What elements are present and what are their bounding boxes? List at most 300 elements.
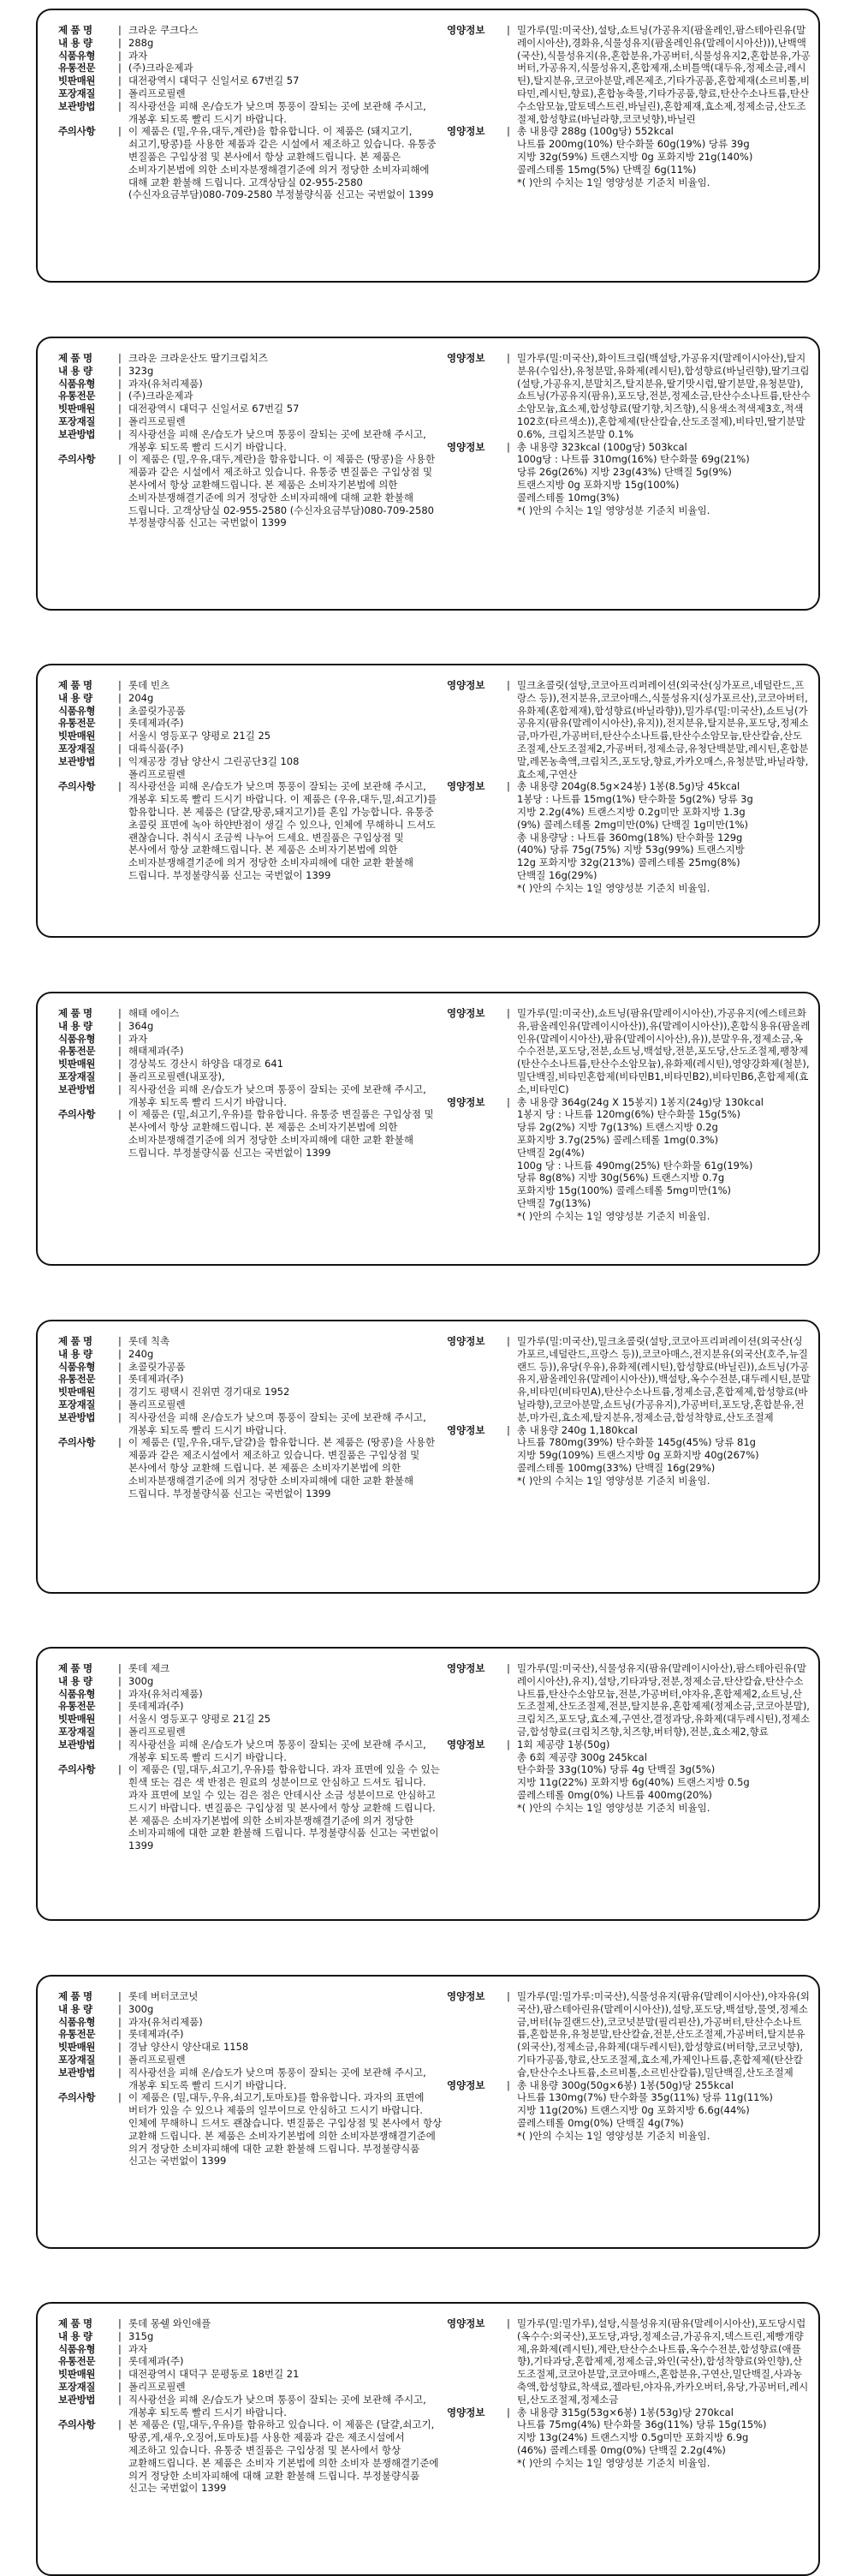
product-capacity: 204g [128,691,154,704]
nutrition-label: 영양정보 [447,1007,485,1019]
field-label: 제 품 명 [58,1662,92,1674]
product-caution: 본 제품은 (밀,대두,우유)를 함유하고 있습니다. 이 제품은 (달걀,쇠고기,땅콩,게,새우,오징어,토마토)를 사용한 제품과 같은 제조시설에서 제조하고 있습니다. 유통중 변질품은 구입상점 및 본사에서 항상 교환해드립니다. 본 제품은 소비자 기본법에 의한 소비자 분쟁해결기준에 의거 정당한 소비자피해에 대해 교환 환불해 드립니다. 부정불량식품 신고는 국번없이 1399 [128,2418,439,2495]
nutrition-body [517,1335,811,1424]
nutrition-label: 영양정보 [447,780,485,793]
product-distributor: (주)크라운제과 [128,62,193,75]
product-distributor: 롯데제과(주) [128,1373,184,1386]
field-separator: | [118,2368,122,2381]
field-separator: | [118,414,122,427]
field-separator: | [118,1398,122,1410]
nutrition-body [517,1990,811,2079]
nutrition-line: *( )안의 수치는 1일 영양성분 기준치 비율임. [517,2129,710,2142]
nutrition-line: 지방 2.2g(4%) 트랜스지방 0.2g미만 포화지방 1.3g [517,805,746,818]
nutrition-line: *( )안의 수치는 1일 영양성분 기준치 비율임. [517,504,710,516]
field-label: 식품유형 [58,1360,96,1373]
field-separator: | [507,352,510,364]
field-separator: | [118,1058,122,1070]
product-card [36,2302,820,2576]
nutrition-line: 1회 제공량 1봉(50g) [517,1738,610,1750]
field-label: 식품유형 [58,2015,96,2028]
product-distributor: (주)크라운제과 [128,390,193,402]
field-separator: | [118,2317,122,2329]
nutrition-label: 영양정보 [447,125,485,138]
product-caution: 이 제품은 (밀,우유,대두,달걀)을 함유합니다. 본 제품은 (땅콩)을 사용한 제품과 같은 제조시설에서 제조하고 있습니다. 변질품은 구입상점 및 본사에서 항상 교환해 드립니다. 본 제품은 소비자기본법에 의한 소비자분쟁해결기준에 의거 정당한 소비자피해에 대한 교환 환불해 드립니다. 부정불량식품 신고는 국번없이 1399 [128,1436,436,1500]
nutrition-line: (9%) 콜레스테롤 2mg미만(0%) 단백질 1g미만(1%) [517,818,749,831]
nutrition-body [517,1007,811,1096]
field-separator: | [118,742,122,754]
product-name: 롯데 제크 [128,1662,170,1674]
field-separator: | [118,2329,122,2342]
nutrition-label: 영양정보 [447,440,485,453]
nutrition-facts [517,1096,811,1223]
nutrition-facts-row [447,780,811,894]
field-label: 보관방법 [58,99,96,112]
info-row [58,1373,443,1386]
field-label: 유통전문 [58,1373,96,1386]
field-separator: | [118,2342,122,2355]
field-separator: | [118,2041,122,2054]
field-label: 보관방법 [58,1082,96,1095]
field-separator: | [118,1070,122,1082]
nutrition-line: 단백질 2g(4%) [517,1146,585,1159]
info-row [58,2330,443,2343]
nutrition-line: 콜레스테롤 15mg(5%) 단백질 6g(11%) [517,163,697,176]
info-row [58,679,443,692]
info-row [58,402,443,415]
info-row [58,730,443,742]
product-capacity: 323g [128,364,154,377]
field-label: 빗판매원 [58,1713,96,1726]
field-label: 보관방법 [58,1410,96,1423]
info-row [58,1700,443,1713]
product-capacity: 300g [128,2002,154,2015]
nutrition-facts [517,1424,811,1488]
info-row [58,62,443,75]
info-row [58,1411,443,1437]
product-card [36,1320,820,1594]
field-separator: | [118,1335,122,1347]
field-label: 식품유형 [58,1687,96,1700]
product-type: 과자(유처리제품) [128,1687,203,1700]
nutrition-label: 영양정보 [447,2317,485,2329]
nutrition-line: 포화지방 3.7g(25%) 콜레스테롤 1mg(0.3%) [517,1133,719,1146]
nutrition-line: 지방 32g(59%) 트랜스지방 0g 포화지방 21g(140%) [517,150,753,163]
product-storage: 직사광선을 피해 온/습도가 낮으며 통풍이 잘되는 곳에 보관해 주시고, 개봉후 되도록 빨리 드시기 바랍니다. [128,1410,426,1436]
nutrition-line: 나트륨 200mg(10%) 탄수화물 60g(19%) 당류 39g [517,138,750,151]
field-separator: | [118,1108,122,1121]
field-separator: | [118,2393,122,2406]
product-card [36,9,820,283]
field-label: 내 용 량 [58,2329,92,2342]
nutrition-line: 100g당 : 나트륨 310mg(16%) 탄수화물 69g(21%) [517,453,750,466]
info-row [58,1348,443,1361]
field-label: 내 용 량 [58,691,92,704]
nutrition-facts-row [447,2406,811,2470]
product-card [36,1975,820,2249]
product-name: 크라운 크라운산도 딸기크림치즈 [128,352,268,364]
field-label: 제 품 명 [58,1335,92,1347]
info-row [58,2091,443,2168]
product-packaging: 폴리프로필렌(내포장), [128,1070,225,1082]
info-row [58,1045,443,1058]
nutrition-line: 당류 8g(8%) 지방 30g(56%) 트랜스지방 0.7g [517,1172,725,1184]
product-capacity: 240g [128,1347,154,1360]
field-label: 제 품 명 [58,1007,92,1019]
field-separator: | [118,352,122,364]
nutrition-line: 당류 26g(26%) 지방 23g(43%) 단백질 5g(9%) [517,466,732,479]
nutrition-line: 나트륨 780mg(39%) 탄수화물 145g(45%) 당류 81g [517,1436,756,1449]
info-row [58,1083,443,1109]
field-separator: | [507,1335,510,1347]
nutrition-panel [447,1335,811,1488]
info-row [58,755,443,768]
nutrition-line: 당류 2g(2%) 지방 7g(13%) 트랜스지방 0.2g [517,1121,718,1134]
product-type: 초콜릿가공품 [128,1360,186,1373]
field-separator: | [118,49,122,62]
info-row [58,453,443,529]
field-label: 포장재질 [58,414,96,427]
ingredients-text: 밀가루(밀:밀가루),설탕,식물성유지(팜유(말레이시아산),포도당시럽(옥수수:외국산),포도당,과당,정제소금,가공유지,덱스트린,제빵개량제,유화제(레시틴),계란,탄산수소나트륨,옥수수전분,합성향료(애플향),기타과당,혼합제제,정제소금,와인(국산),합성착향료(와인향),산도조절제,코코아분말,코코아매스,혼합분유,구연산,밀단백질,사과농축액,합성향료,착색료,젤라틴,야자유,카카오버터,유당,가공버터,레시틴,산도조절제,정제소금 [517,2317,809,2406]
field-separator: | [118,1436,122,1449]
product-capacity: 364g [128,1019,154,1032]
field-label: 유통전문 [58,2028,96,2041]
field-label: 유통전문 [58,1700,96,1713]
info-row [58,2418,443,2495]
nutrition-facts-row [447,1424,811,1488]
field-separator: | [118,2066,122,2078]
info-row [58,1108,443,1159]
info-row [58,2343,443,2356]
field-separator: | [118,780,122,793]
info-row [58,1738,443,1764]
nutrition-facts [517,441,811,517]
info-row [58,2028,443,2041]
field-separator: | [118,704,122,717]
product-seller: 대전광역시 대덕구 문평동로 18번길 21 [128,2368,300,2381]
field-label: 내 용 량 [58,364,92,377]
product-packaging: 폴리프로필렌 [128,2380,186,2393]
product-type: 과자 [128,49,148,62]
field-separator: | [118,1700,122,1713]
product-details [58,1662,443,1852]
info-row [58,1990,443,2003]
field-separator: | [118,2355,122,2368]
info-row [58,415,443,428]
field-separator: | [118,1045,122,1058]
info-row [58,1033,443,1046]
nutrition-line: 총 6회 제공량 300g 245kcal [517,1750,647,1763]
nutrition-line: *( )안의 수치는 1일 영양성분 기준치 비율임. [517,1209,710,1222]
nutrition-line: *( )안의 수치는 1일 영양성분 기준치 비율임. [517,2456,710,2469]
product-seller: 경남 양산시 양산대로 1158 [128,2041,249,2054]
ingredients-text: 밀가루(밀:미국산),쇼트닝(팜유(말레이시아산),가공유지(에스테르화유,팜올레인유(말레이시아산)),유(말레이시아산)),혼합식용유(팜올레인유(말레이시아산),팜유(말레이시아산),유)),분말우유,정제소금,옥수수전분,포도당,전분,쇼트닝,백설탕,전분,포도당,산도조절제,팽창제(탄산수소나트륨,탄산수소암모늄),유화제(레시틴),영양강화제(철분),밀단백질,비타민혼합제(비타민B1,비타민B2),비타민B6,혼합제제(효소,비타민C) [517,1007,811,1095]
nutrition-line: *( )안의 수치는 1일 영양성분 기준치 비율임. [517,881,710,894]
field-label: 제 품 명 [58,2317,92,2329]
product-distributor: 롯데제과(주) [128,2355,184,2368]
info-row [58,768,443,781]
product-storage: 직사광선을 피해 온/습도가 낮으며 통풍이 잘되는 곳에 보관해 주시고, 개봉후 되도록 빨리 드시기 바랍니다. [128,1082,426,1108]
product-seller: 대전광역시 대덕구 신일서로 67번길 57 [128,75,300,87]
nutrition-line: 12g 포화지방 32g(213%) 콜레스테롤 25mg(8%) [517,856,740,869]
nutrition-line: 1봉지 당 : 나트륨 120mg(6%) 탄수화물 15g(5%) [517,1108,741,1121]
nutrition-label: 영양정보 [447,1662,485,1674]
field-label: 빗판매원 [58,1058,96,1070]
nutrition-line: 트랜스지방 0g 포화지방 15g(100%) [517,478,680,491]
nutrition-line: 총 내용량 288g (100g당) 552kcal [517,125,674,138]
nutrition-label: 영양정보 [447,1423,485,1436]
product-storage: 직사광선을 피해 온/습도가 낮으며 통풍이 잘되는 곳에 보관해 주시고, 개봉후 되도록 빨리 드시기 바랍니다. [128,2066,426,2091]
field-label: 내 용 량 [58,2002,92,2015]
field-label: 빗판매원 [58,402,96,415]
product-name: 해태 에이스 [128,1007,180,1019]
field-separator: | [118,730,122,742]
nutrition-facts-row [447,1738,811,1815]
field-separator: | [507,1423,510,1436]
nutrition-panel [447,1007,811,1223]
field-label: 유통전문 [58,717,96,730]
info-row [58,125,443,201]
product-storage: 직사광선을 피해 온/습도가 낮으며 통풍이 잘되는 곳에 보관해 주시고, 개봉후 되도록 빨리 드시기 바랍니다. [128,99,426,125]
product-type: 과자(유처리제품) [128,377,203,390]
field-label: 포장재질 [58,2380,96,2393]
field-label: 빗판매원 [58,2368,96,2381]
nutrition-line: *( )안의 수치는 1일 영양성분 기준치 비율임. [517,1474,710,1487]
ingredients-text: 밀가루(밀:미국산),밀크초콜릿(설탕,코코아프리퍼레이션(외국산(싱가포르,네덜란드,프랑스 등)),코코아매스,전지분유(외국산(호주,뉴질랜드 등)),유당(우유),유화제(레시틴),합성향료(바닐린)),쇼트닝(가공유지,팜올레인유(말레이시아산)),백설탕,옥수수전분,대두레시틴,분말유,비타민(비타민A),탄산수소나트륨,정제소금,혼합제제,합성향료(바닐라향),코코아분말,쇼트닝(가공유지),가공버터,포도당,혼합분유,전분,마가린,효소제,탈지분유,정제소금,합성착향료,산도조절제 [517,1335,811,1423]
info-row [58,2003,443,2016]
info-row [58,100,443,126]
field-separator: | [118,1725,122,1738]
nutrition-label: 영양정보 [447,679,485,691]
product-storage: 직사광선을 피해 온/습도가 낮으며 통풍이 잘되는 곳에 보관해 주시고, 개봉후 되도록 빨리 드시기 바랍니다. [128,2393,426,2418]
field-label: 포장재질 [58,1070,96,1082]
nutrition-line: 포화지방 15g(100%) 콜레스테롤 5mg미만(1%) [517,1184,731,1197]
field-label: 포장재질 [58,1398,96,1410]
ingredients-text: 밀가루(밀:미국산),식물성유지(팜유(말레이시아산),팜스테아린유(말레이시아산),유지),설탕,기타과당,전분,정제소금,탄산칼슘,탄산수소나트륨,탄산수소암모늄,전분,가공버터,야자유,혼합제제2,쇼트닝,산도조절제,산도조절제,전분,탈지분유,혼합제제(정제소금,코코아분말),크림치즈,포도당,효소제,구연산,결정과당,유화제(대두레시틴),정제소금,합성향료(크림치즈향,치즈향,버터향),전분,효소제2,향료 [517,1662,810,1738]
field-separator: | [507,1007,510,1019]
field-label: 주의사항 [58,780,96,793]
field-label: 포장재질 [58,1725,96,1738]
nutrition-facts [517,125,811,188]
field-label: 보관방법 [58,2393,96,2406]
nutrition-label: 영양정보 [447,1738,485,1750]
product-details [58,679,443,882]
nutrition-line: 지방 11g(20%) 트랜스지방 0g 포화지방 6.6g(44%) [517,2104,750,2117]
info-row [58,2066,443,2092]
product-seller: 경기도 평택시 진위면 경기대로 1952 [128,1386,290,1398]
info-row [58,2368,443,2381]
nutrition-row [447,2317,811,2406]
product-caution: 직사광선을 피해 온/습도가 낮으며 통풍이 잘되는 곳에 보관해 주시고, 개봉후 되도록 빨리 드시기 바랍니다. 이 제품은 (우유,대두,밀,쇠고기)를 함유합니다. 본 제품은 (달걀,땅콩,돼지고기)를 혼입 가능합니다. 유통중 초콜릿 표면에 녹아 하얀반점이 생길 수 있으나, 인체에 무해하니 드셔도 괜찮습니다. 취식시 조금씩 나누어 드세요. 변질품은 구입상점 및 본사에서 항상 교환해드립니다. 본 제품은 소비자기본법에 의한 소비자분쟁해결기준에 의거 정당한 소비자피해에 대한 교환 환불해 드립니다. 부정불량식품 신고는 국번없이 1399 [128,780,437,881]
product-capacity: 300g [128,1674,154,1687]
ingredients-text: 밀가루(밀:미국산),설탕,쇼트닝(가공유지(팜올레인,팜스테아린유(말레이시아산),경화유,식물성유지(팜올레인유(말레이시아산))),난백액(국산),식물성유지(유,혼합분유,가공버터,식물성유지2,혼합분유,가공버터,가공유지,식물성유지,혼합제재,소비틀액(대두유,정제소금,레시틴),탈지분유,코코아분말,레몬제조,기타가공품,혼합제재(소르비톨,비타민,레시틴,향료),혼합농축물,기타가공품,향료,탄산수소나트륨,탄산수소암모늄,말토덱스트린,바닐린),혼합제재,효소제,정제소금,산도조절제,합성향료(바닐라향,코코넛향),바닐린 [517,24,811,125]
field-label: 주의사항 [58,1763,96,1776]
field-label: 식품유형 [58,49,96,62]
product-seller: 서울시 영등포구 양평로 21길 25 [128,730,271,742]
field-separator: | [118,2380,122,2393]
product-storage: 직사광선을 피해 온/습도가 낮으며 통풍이 잘되는 곳에 보관해 주시고, 개봉후 되도록 빨리 드시기 바랍니다. [128,427,426,453]
info-row [58,742,443,755]
field-separator: | [118,1019,122,1032]
field-separator: | [118,2002,122,2015]
product-seller: 대전광역시 대덕구 신일서로 67번길 57 [128,402,300,415]
ingredients-text: 밀가루(밀:미국산),화이트크림(백설탕,가공유지(말레이시아산),탈지분유(수입산),유청분말,유화제(레시틴),합성향료(바닐린향),딸기크림(설탕,가공유지,분말치즈,탈지분유,딸기맛시럽,딸기분말,유청분말),쇼트닝(가공유지(팜유),포도당,전분,정제소금,탄산수소나트륨,탄산수소암모늄,효소제,합성향료(딸기향,치즈향),식용색소적색제3호,적색102호(타르색소)),혼합제제(탄산칼슘,산도조절제),비타민,딸기분말0.6%, 크림치즈분말 0.1% [517,352,811,440]
field-label: 식품유형 [58,704,96,717]
product-distributor: 롯데제과(주) [128,1700,184,1713]
nutrition-body [517,679,811,780]
product-type: 과자 [128,2342,148,2355]
field-separator: | [118,453,122,466]
info-row [58,717,443,730]
field-separator: | [507,1990,510,2002]
info-row [58,2355,443,2368]
info-row [58,1713,443,1726]
field-separator: | [118,2418,122,2431]
product-type: 초콜릿가공품 [128,704,186,717]
nutrition-label: 영양정보 [447,1335,485,1347]
nutrition-line: 콜레스테롤 0mg(0%) 나트륨 400mg(20%) [517,1788,712,1801]
field-separator: | [507,679,510,691]
nutrition-facts-row [447,125,811,188]
nutrition-line: 총 내용량 323kcal (100g당) 503kcal [517,440,687,453]
nutrition-facts [517,2406,811,2470]
info-row [58,1436,443,1500]
info-row [58,780,443,881]
field-separator: | [118,1410,122,1423]
info-row [58,1361,443,1374]
nutrition-line: 지방 11g(22%) 포화지방 6g(40%) 트랜스지방 0.5g [517,1776,750,1789]
info-row [58,1386,443,1398]
nutrition-panel [447,1990,811,2143]
field-label: 빗판매원 [58,730,96,742]
field-separator: | [118,2053,122,2066]
field-label: 제 품 명 [58,24,92,36]
nutrition-row [447,679,811,780]
field-separator: | [118,1674,122,1687]
info-row [58,2016,443,2029]
product-caution: 이 제품은 (밀,쇠고기,우유)를 함유합니다. 유통중 변질품은 구입상점 및 본사에서 항상 교환해드립니다. 본 제품은 소비자기본법에 의한 소비자분쟁해결기준에 의거 정당한 소비자피해에 대한 교환 환불해 드립니다. 부정불량식품 신고는 국번없이 1399 [128,1108,434,1159]
field-label: 내 용 량 [58,1347,92,1360]
product-distributor: 롯데제과(주) [128,2028,184,2041]
field-label: 내 용 량 [58,1674,92,1687]
field-label: 주의사항 [58,453,96,466]
product-name: 롯데 몽쉘 와인애플 [128,2317,211,2329]
field-label: 빗판매원 [58,75,96,87]
product-card [36,992,820,1266]
field-separator: | [118,1386,122,1398]
nutrition-line: *( )안의 수치는 1일 영양성분 기준치 비율임. [517,1801,710,1814]
field-separator: | [118,717,122,730]
field-separator: | [118,2028,122,2041]
field-separator: | [118,679,122,691]
field-label: 보관방법 [58,1738,96,1750]
field-separator: | [118,1662,122,1674]
product-type: 과자(유처리제품) [128,2015,203,2028]
nutrition-panel [447,24,811,188]
field-separator: | [507,24,510,36]
nutrition-panel [447,352,811,516]
field-separator: | [118,402,122,415]
nutrition-panel [447,1662,811,1815]
nutrition-line: *( )안의 수치는 1일 영양성분 기준치 비율임. [517,176,710,188]
product-storage: 익재공장 경남 양산시 그린공단3길 108 [128,754,300,767]
info-row [58,1007,443,1020]
nutrition-row [447,24,811,125]
nutrition-line: 총 내용량 315g(53g×6봉) 1봉(53g)당 270kcal [517,2406,734,2418]
field-label: 제 품 명 [58,1990,92,2002]
nutrition-line: 100g 당 : 나트륨 490mg(25%) 탄수화물 61g(19%) [517,1159,753,1172]
product-caution: 이 제품은 (밀,우유,대두,계란)을 함유합니다. 이 제품은 (땅콩)을 사용한 제품과 같은 시설에서 제조하고 있습니다. 유통중 변질품은 구입상점 및 본사에서 항상 교환해드립니다. 본 제품은 소비자기본법에 의한 소비자분쟁해결기준에 의거 정당한 소비자피해에 대해 교환 환불해 드립니다. 고객상담실 02-955-2580 (수신자요금부담)080-709-2580 부정불량식품 신고는 국번없이 1399 [128,453,436,529]
product-packaging: 폴리프로필렌 [128,1398,186,1410]
nutrition-line: 콜레스테롤 100mg(33%) 단백질 16g(29%) [517,1461,716,1474]
field-separator: | [118,691,122,704]
field-separator: | [118,1082,122,1095]
nutrition-line: 총 내용량 300g(50g×6봉) 1봉(50g)당 255kcal [517,2078,734,2091]
field-label: 포장재질 [58,86,96,99]
nutrition-line: 총 내용량 240g 1,180kcal [517,1423,638,1436]
info-row [58,1020,443,1033]
product-packaging-material: 폴리프로필렌 [128,767,186,780]
info-row [58,1398,443,1411]
field-separator: | [118,754,122,767]
info-row [58,37,443,50]
nutrition-body [517,352,811,441]
product-details [58,24,443,201]
field-separator: | [118,1687,122,1700]
field-label: 보관방법 [58,2066,96,2078]
nutrition-label: 영양정보 [447,2078,485,2091]
nutrition-row [447,1335,811,1424]
field-separator: | [507,125,510,138]
nutrition-label: 영양정보 [447,352,485,364]
nutrition-line: 1봉당 : 나트륨 15mg(1%) 탄수화물 5g(2%) 당류 3g [517,793,753,806]
info-row [58,365,443,378]
nutrition-facts-row [447,2079,811,2143]
field-separator: | [118,62,122,75]
product-name: 롯데 버터코코넛 [128,1990,199,2002]
nutrition-facts [517,1738,811,1815]
field-label: 포장재질 [58,2053,96,2066]
field-label: 식품유형 [58,1032,96,1045]
info-row [58,428,443,454]
info-row [58,1688,443,1701]
field-separator: | [118,427,122,440]
info-row [58,2381,443,2394]
product-details [58,1007,443,1160]
field-separator: | [118,1738,122,1750]
nutrition-label: 영양정보 [447,1095,485,1108]
nutrition-line: 나트륨 130mg(7%) 탄수화물 35g(11%) 당류 11g(11%) [517,2091,773,2104]
field-separator: | [118,1360,122,1373]
field-separator: | [507,1662,510,1674]
nutrition-facts-row [447,1096,811,1223]
product-capacity: 288g [128,36,154,49]
info-row [58,2317,443,2330]
info-row [58,1675,443,1688]
info-row [58,378,443,391]
info-row [58,75,443,87]
field-label: 제 품 명 [58,679,92,691]
nutrition-row [447,1007,811,1096]
nutrition-facts [517,2079,811,2143]
info-row [58,692,443,705]
field-separator: | [118,2015,122,2028]
ingredients-text: 밀크초콜릿(설탕,코코아프리퍼레이션(외국산(싱가포르,네덜란드,프랑스 등)),전지분유,코코아매스,식물성유지(싱가포르산),코코아버터,유화제(혼합제재),합성향료(바닐라향)),밀가루(밀:미국산),쇼트닝(가공유지(팜유(말레이시아산),유지)),전지분유,탈지분유,포도당,정제소금,마가린,가공버터,탄산수소나트륨,탄산수소암모늄,탄산칼슘,산도조절제,산도조절제2,가공버터,정제소금,유청단백분말,레시틴,혼합분말,레몬농축액,크림치즈,포도당,향료,카카오매스,유청분말,바닐라향,효소제,구연산 [517,679,809,780]
field-separator: | [118,1347,122,1360]
info-row [58,1058,443,1070]
product-packaging: 폴리프로필렌 [128,414,186,427]
product-card [36,337,820,611]
info-row [58,1763,443,1852]
